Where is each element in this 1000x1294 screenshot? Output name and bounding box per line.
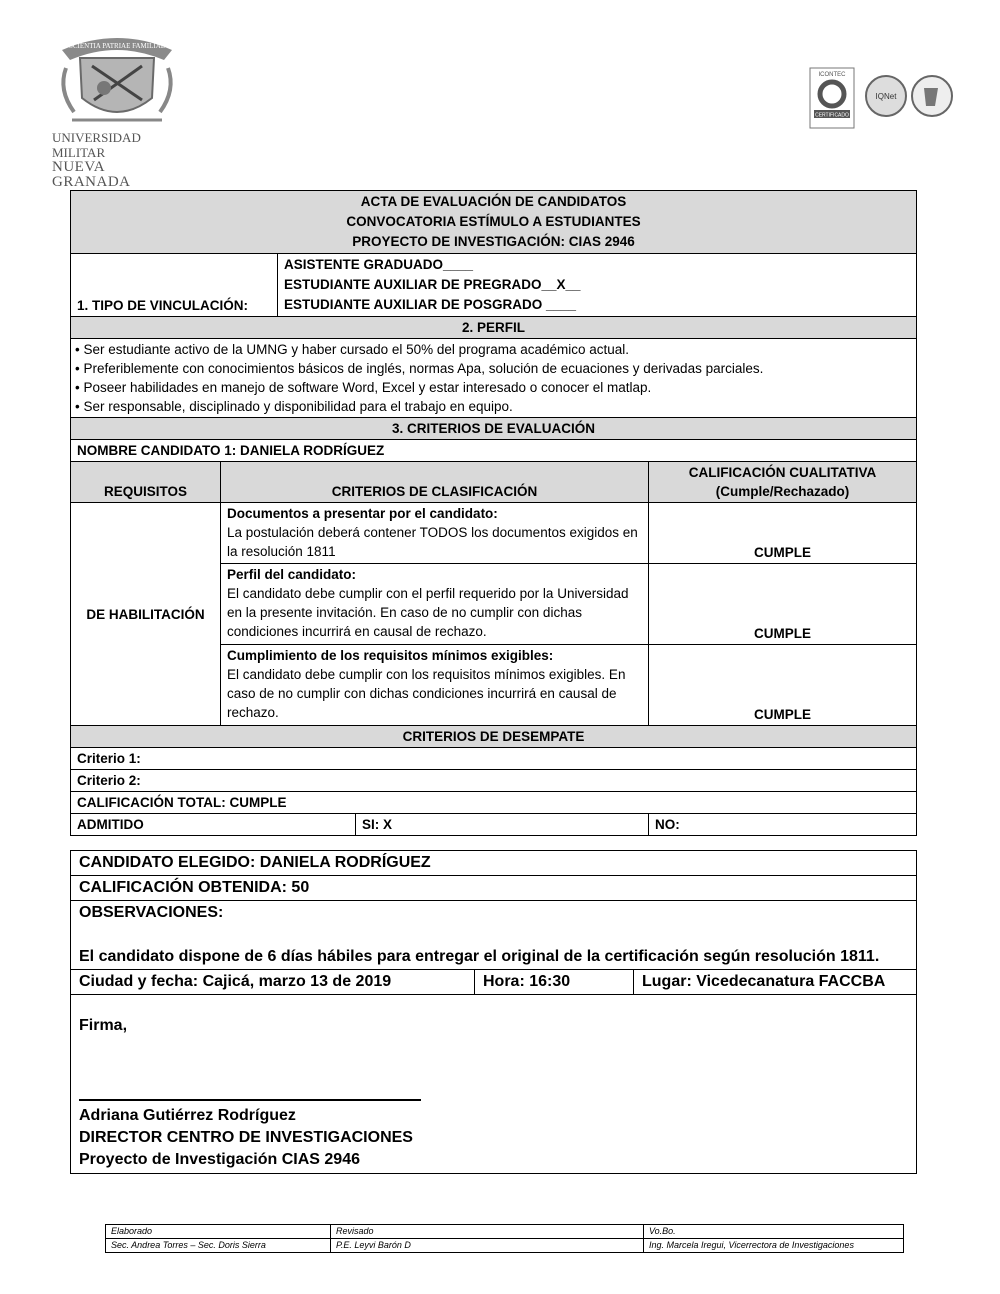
criterion-result: CUMPLE: [649, 503, 917, 564]
col-criterios: CRITERIOS DE CLASIFICACIÓN: [221, 462, 649, 503]
requisito-label: DE HABILITACIÓN: [71, 503, 221, 726]
approval-footer: [105, 1224, 904, 1253]
hora: Hora: 16:30: [475, 970, 634, 995]
col-calificacion: [649, 462, 917, 503]
observaciones-label: OBSERVACIONES:: [79, 904, 224, 921]
observaciones-text: El candidato dispone de 6 días hábiles para entregar el original de la certificación según resolución 1811.: [79, 948, 880, 965]
elaborado-value: Sec. Andrea Torres – Sec. Doris Sierra: [106, 1239, 331, 1253]
certification-icon: [808, 66, 958, 132]
revisado-value: P.E. Leyvi Barón D: [331, 1239, 644, 1253]
criterion-title: Cumplimiento de los requisitos mínimos exigibles:: [227, 648, 554, 663]
lugar: Lugar: Vicedecanatura FACCBA: [634, 970, 917, 995]
vobo-label: Vo.Bo.: [644, 1225, 904, 1239]
criterio-1: Criterio 1:: [71, 748, 917, 770]
candidate-name: NOMBRE CANDIDATO 1: DANIELA RODRÍGUEZ: [71, 440, 917, 462]
criterios-heading: 3. CRITERIOS DE EVALUACIÓN: [71, 418, 917, 440]
admitido-label: ADMITIDO: [71, 814, 356, 836]
criterion-cell: [221, 503, 649, 564]
perfil-item: • Preferiblemente con conocimientos básicos de inglés, normas Apa, solución de ecuaciones y derivadas parciales.: [75, 361, 764, 376]
calificacion-total: CALIFICACIÓN TOTAL: CUMPLE: [71, 792, 917, 814]
criterion-title: Documentos a presentar por el candidato:: [227, 506, 498, 521]
candidato-elegido: CANDIDATO ELEGIDO: DANIELA RODRÍGUEZ: [71, 851, 917, 876]
evaluation-table: [70, 190, 917, 836]
calificacion-obtenida: CALIFICACIÓN OBTENIDA: 50: [71, 876, 917, 901]
criterion-text: El candidato debe cumplir con el perfil requerido por la Universidad en la presente invitación. En caso de no cumplir con dichas condiciones incurrirá en causal de rechazo.: [227, 586, 629, 639]
col-requisitos: REQUISITOS: [71, 462, 221, 503]
criterion-result: CUMPLE: [649, 645, 917, 726]
criterio-2: Criterio 2:: [71, 770, 917, 792]
col-calificacion-line: (Cumple/Rechazado): [715, 484, 850, 499]
result-table: [70, 850, 917, 1174]
criterion-text: La postulación deberá contener TODOS los documentos exigidos en la resolución 1811: [227, 525, 638, 559]
col-calificacion-line: CALIFICACIÓN CUALITATIVA: [688, 465, 877, 480]
perfil-list: [71, 339, 917, 418]
vinculacion-option: ESTUDIANTE AUXILIAR DE PREGRADO__X__: [284, 277, 581, 292]
crest-icon: [52, 28, 182, 128]
vinculacion-options: [278, 254, 917, 317]
criterion-cell: [221, 564, 649, 645]
title-line-3: PROYECTO DE INVESTIGACIÓN: CIAS 2946: [352, 234, 635, 249]
criterion-cell: [221, 645, 649, 726]
title-line-1: ACTA DE EVALUACIÓN DE CANDIDATOS: [360, 194, 627, 209]
perfil-item: • Ser estudiante activo de la UMNG y haber cursado el 50% del programa académico actual.: [75, 342, 630, 357]
vinculacion-option: ASISTENTE GRADUADO____: [284, 257, 474, 272]
criteria-row: [71, 503, 917, 564]
svg-text:ICONTEC: ICONTEC: [818, 72, 846, 78]
signer-project: Proyecto de Investigación CIAS 2946: [79, 1151, 360, 1168]
criterion-title: Perfil del candidato:: [227, 567, 357, 582]
vobo-value: Ing. Marcela Iregui, Vicerrectora de Investigaciones: [644, 1239, 904, 1253]
university-name-line2: NUEVA GRANADA: [52, 159, 131, 190]
signature-line: [79, 1073, 421, 1101]
ciudad-fecha: Ciudad y fecha: Cajicá, marzo 13 de 2019: [71, 970, 475, 995]
admitido-no: NO:: [649, 814, 917, 836]
criterion-result: CUMPLE: [649, 564, 917, 645]
university-logo: [52, 28, 182, 190]
university-name-line1: UNIVERSIDAD MILITAR: [52, 130, 141, 160]
signer-name: Adriana Gutiérrez Rodríguez: [79, 1107, 296, 1124]
vinculacion-label: 1. TIPO DE VINCULACIÓN:: [71, 254, 278, 317]
document-title: [71, 191, 917, 254]
criterion-text: El candidato debe cumplir con los requisitos mínimos exigibles. En caso de no cumplir con dichas condiciones incurrirá en causal de rechazo.: [227, 667, 626, 720]
svg-text:IQNet: IQNet: [875, 92, 897, 101]
desempate-heading: CRITERIOS DE DESEMPATE: [71, 726, 917, 748]
elaborado-label: Elaborado: [106, 1225, 331, 1239]
observaciones: [71, 901, 917, 970]
perfil-item: • Ser responsable, disciplinado y disponibilidad para el trabajo en equipo.: [75, 399, 513, 414]
title-line-2: CONVOCATORIA ESTÍMULO A ESTUDIANTES: [346, 214, 641, 229]
admitido-si: SI: X: [356, 814, 649, 836]
signature-block: [71, 995, 917, 1174]
certification-logos: [808, 66, 958, 132]
svg-text:SCIENTIA PATRIAE FAMILIAE: SCIENTIA PATRIAE FAMILIAE: [68, 42, 166, 50]
vinculacion-option: ESTUDIANTE AUXILIAR DE POSGRADO ____: [284, 297, 577, 312]
perfil-heading: 2. PERFIL: [71, 317, 917, 339]
signer-role: DIRECTOR CENTRO DE INVESTIGACIONES: [79, 1129, 413, 1146]
firma-label: Firma,: [79, 1017, 128, 1034]
perfil-item: • Poseer habilidades en manejo de software Word, Excel y estar interesado o conocer el matlap.: [75, 380, 652, 395]
revisado-label: Revisado: [331, 1225, 644, 1239]
svg-text:CERTIFICADO: CERTIFICADO: [815, 112, 849, 119]
